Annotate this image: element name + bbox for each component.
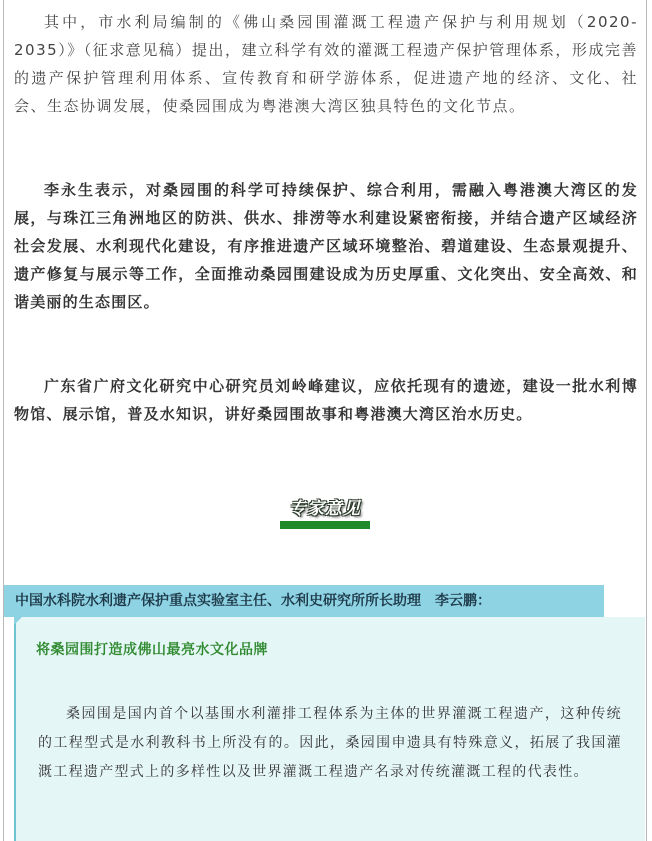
expert-opinion-box — [14, 617, 645, 841]
article-paragraph-liu-lingfeng: 广东省广府文化研究中心研究员刘岭峰建议，应依托现有的遗迹，建设一批水利博物馆、展示馆，普及水知识，讲好桑园围故事和粤港澳大湾区治水历史。 — [14, 377, 638, 423]
expert-header: 中国水科院水利遗产保护重点实验室主任、水利史研究所所长助理 李云鹏： — [4, 585, 604, 617]
expert-body: 桑园围是国内首个以基围水利灌排工程体系为主体的世界灌溉工程遗产，这种传统的工程型式是水利教科书上所没有的。因此，桑园围申遗具有特殊意义，拓展了我国灌溉工程遗产型式上的多样性以及世界灌溉工程遗产名录对传统灌溉工程的代表性。 — [38, 706, 622, 780]
article-paragraph-li-yongsheng: 李永生表示，对桑园围的科学可持续保护、综合利用，需融入粤港澳大湾区的发展，与珠江三角洲地区的防洪、供水、排涝等水利建设紧密衔接，并结合遗产区域经济社会发展、水利现代化建设，有序推进遗产区域环境整治、碧道建设、生态景观提升、遗产修复与展示等工作，全面推动桑园围建设成为历史厚重、文化突出、安全高效、和谐美丽的生态围区。 — [14, 181, 638, 311]
article-paragraph-plan: 其中，市水利局编制的《佛山桑园围灌溉工程遗产保护与利用规划（2020-2035）》（征求意见稿）提出，建立科学有效的灌溉工程遗产保护管理体系，形成完善的遗产保护管理利用体系、宣传教育和研学游体系，促进遗产地的经济、文化、社会、生态协调发展，使桑园围成为粤港澳大湾区独具特色的文化节点。 — [14, 13, 638, 115]
section-badge — [280, 494, 370, 519]
section-badge-underline — [280, 521, 370, 529]
section-badge-title: 专家意见 — [289, 499, 361, 519]
expert-subtitle: 将桑园围打造成佛山最亮水文化品牌 — [36, 642, 268, 658]
